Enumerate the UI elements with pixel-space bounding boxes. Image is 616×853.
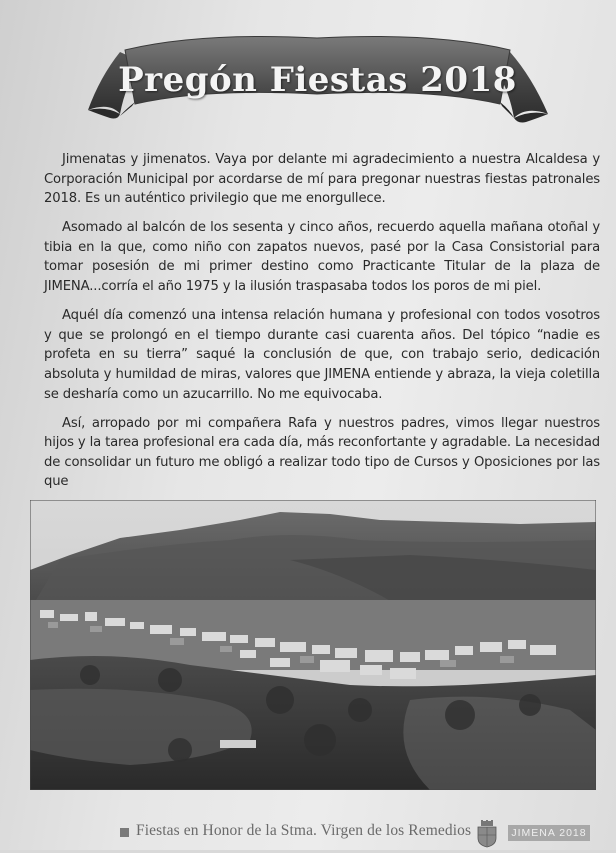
page-title: Pregón Fiestas 2018 [118, 60, 517, 100]
paragraph: Aquél día comenzó una intensa relación humana y profesional con todos vosotros y que se prolongó en el tiempo durante casi cuarenta años. Del tópico “nadie es profeta en su tierra” saqué la conclusión de que, con trabajo serio, dedicación absoluta y humildad de miras, valores que JIMENA entiende y abraza, la vieja coletilla se desharía como un azucarrillo. No me equivocaba. [44, 308, 600, 402]
footer-badge: JIMENA 2018 [508, 825, 590, 841]
village-landscape-image [30, 500, 596, 790]
footer-bullet-square [120, 828, 129, 837]
coat-of-arms-icon [475, 820, 499, 848]
title-banner [80, 22, 555, 137]
paragraph: Jimenatas y jimenatos. Vaya por delante mi agradecimiento a nuestra Alcaldesa y Corporación Municipal por acordarse de mí para pregonar nuestras fiestas patronales 2018. Es un auténtico privilegio que me enorgullece. [44, 152, 600, 207]
article-body [44, 150, 600, 502]
paragraph: Asomado al balcón de los sesenta y cinco años, recuerdo aquella mañana otoñal y tibia en la que, como niño con zapatos nuevos, pasé por la Casa Consistorial para tomar posesión de mi primer destino como Practicante Titular de la plaza de JIMENA...corría el año 1975 y la ilusión traspasaba todos los poros de mi piel. [44, 220, 600, 295]
paragraph: Así, arropado por mi compañera Rafa y nuestros padres, vimos llegar nuestros hijos y la tarea profesional era cada día, más reconfortante y agradable. La necesidad de consolidar un futuro me obligó a realizar todo tipo de Cursos y Oposiciones por las que [44, 415, 601, 490]
page-footer [0, 818, 616, 850]
village-photo [30, 500, 596, 790]
footer-label: Fiestas en Honor de la Stma. Virgen de los Remedios [136, 822, 472, 839]
